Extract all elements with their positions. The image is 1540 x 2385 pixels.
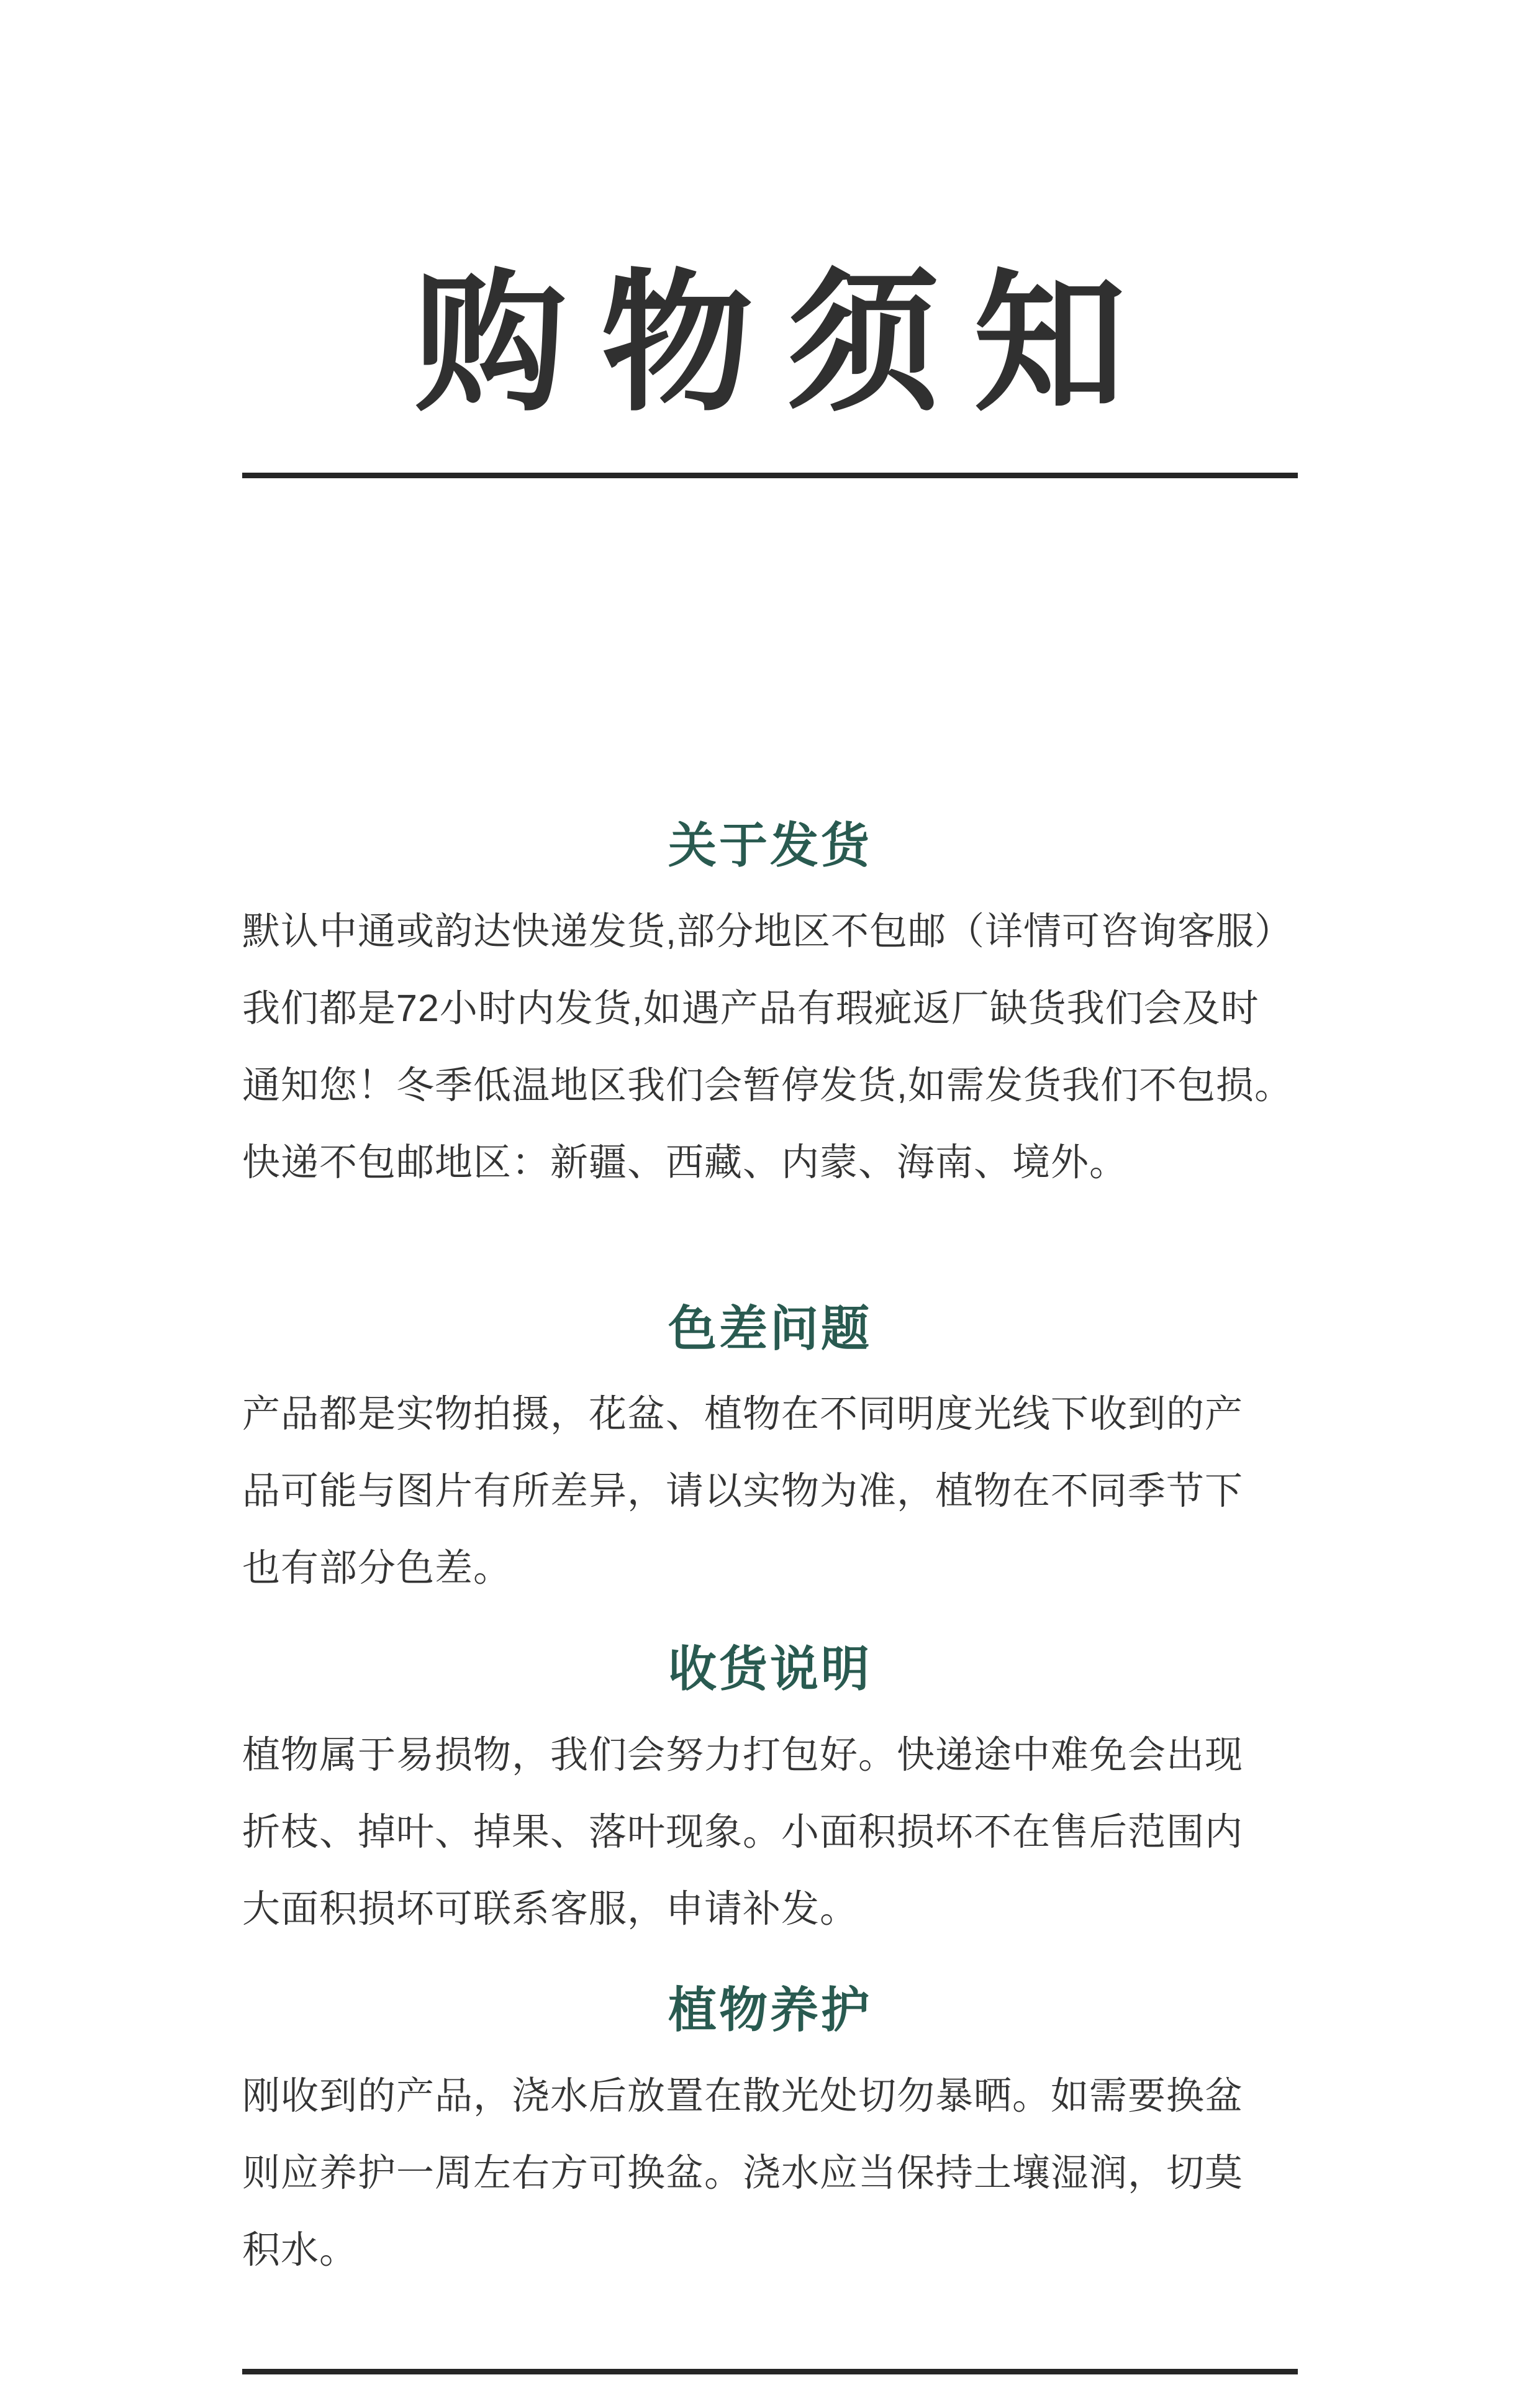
section-plant-care [242,1981,1298,2288]
paragraph-line: 折枝、掉叶、掉果、落叶现象。小面积损坏不在售后范围内 [242,1810,1244,1853]
section-paragraph-plant-care [242,2057,1298,2288]
paragraph-line: 产品都是实物拍摄，花盆、植物在不同明度光线下收到的产 [242,1392,1244,1435]
section-shipping [242,817,1298,1201]
title-divider [242,473,1298,478]
section-color-difference [242,1300,1298,1607]
section-paragraph-shipping [242,893,1298,1201]
paragraph-line: 品可能与图片有所差异，请以实物为准，植物在不同季节下 [242,1470,1244,1512]
section-receiving [242,1640,1298,1947]
paragraph-line: 大面积损坏可联系客服，申请补发。 [242,1888,859,1930]
paragraph-line: 则应养护一周左右方可换盆。浇水应当保持土壤湿润，切莫 [242,2151,1244,2194]
section-heading-color-difference: 色差问题 [668,1301,872,1356]
paragraph-line: 默认中通或韵达快递发货,部分地区不包邮（详情可咨询客服） [242,909,1293,952]
paragraph-line: 积水。 [242,2228,358,2271]
page-title: 购物须知 [414,258,1160,429]
paragraph-line: 我们都是72小时内发货,如遇产品有瑕疵返厂缺货我们会及时 [242,986,1259,1029]
shopping-notice-page [242,0,1298,2374]
paragraph-line: 植物属于易损物，我们会努力打包好。快递途中难免会出现 [242,1733,1244,1776]
section-heading-plant-care: 植物养护 [668,1983,872,2038]
section-heading-receiving: 收货说明 [668,1642,872,1697]
paragraph-line: 通知您！冬季低温地区我们会暂停发货,如需发货我们不包损。 [242,1063,1293,1106]
paragraph-line: 也有部分色差。 [242,1547,512,1589]
paragraph-line: 刚收到的产品，浇水后放置在散光处切勿暴晒。如需要换盆 [242,2074,1244,2117]
bottom-divider [242,2369,1298,2374]
paragraph-line: 快递不包邮地区：新疆、西藏、内蒙、海南、境外。 [242,1140,1128,1183]
section-paragraph-color-difference [242,1375,1298,1606]
section-paragraph-receiving [242,1716,1298,1947]
section-heading-shipping: 关于发货 [668,818,872,873]
